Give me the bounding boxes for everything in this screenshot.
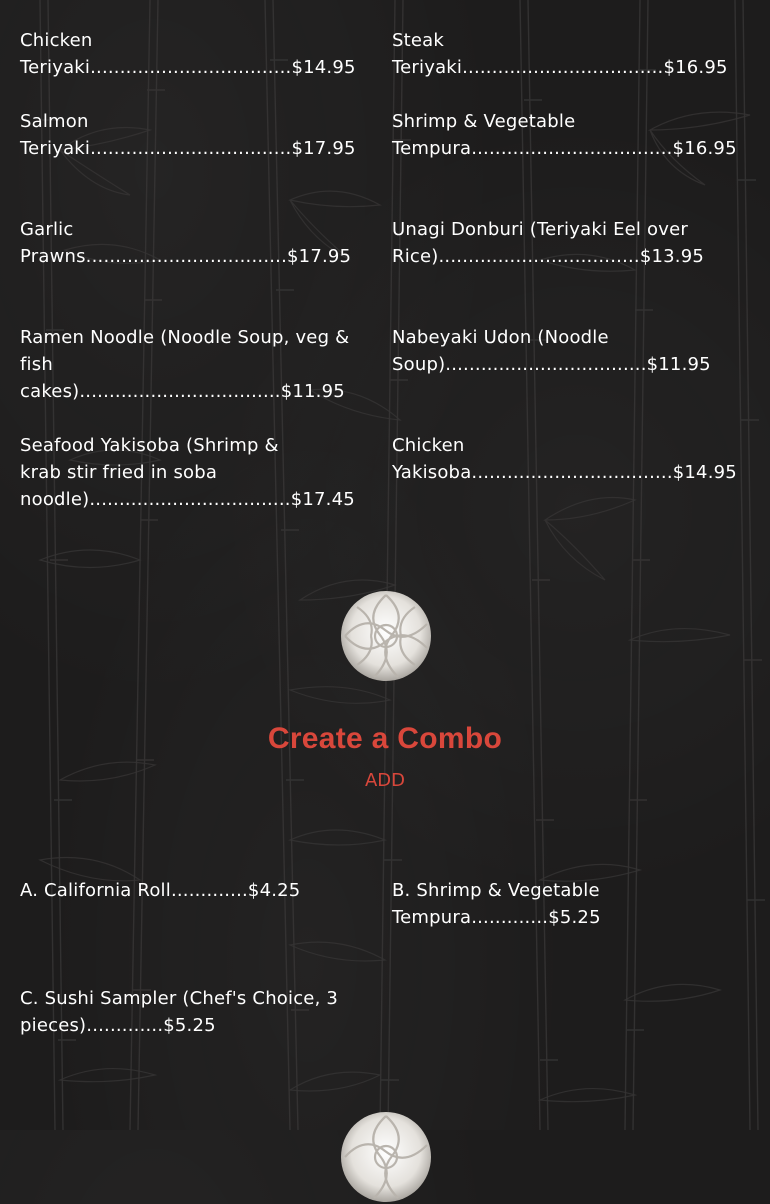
menu-item-steak-teriyaki: Steak Teriyaki..................................$16.95 (392, 30, 728, 78)
combo-item-sushi-sampler: C. Sushi Sampler (Chef's Choice, 3 pieces).............$5.25 (20, 988, 339, 1036)
add-combo-link[interactable]: ADD (364, 770, 406, 791)
menu-item-nabeyaki-udon: Nabeyaki Udon (Noodle Soup)..................................$11.95 (392, 327, 711, 375)
menu-item-salmon-teriyaki: Salmon Teriyaki..................................$17.95 (20, 111, 356, 159)
section-title-create-a-combo: Create a Combo (267, 722, 503, 755)
menu-item-seafood-yakisoba: Seafood Yakisoba (Shrimp & krab stir fried in soba noodle)..................................$17.45 (20, 435, 355, 510)
menu-item-shrimp-vegetable-tempura: Shrimp & Vegetable Tempura..................................$16.95 (392, 111, 737, 159)
paper-lantern-ornament-icon (339, 1110, 433, 1204)
menu-item-ramen-noodle: Ramen Noodle (Noodle Soup, veg & fish cakes)..................................$11.95 (20, 327, 350, 402)
menu-item-garlic-prawns: Garlic Prawns..................................$17.95 (20, 219, 352, 267)
menu-item-unagi-donburi: Unagi Donburi (Teriyaki Eel over Rice)..................................$13.95 (392, 219, 705, 267)
combo-item-california-roll: A. California Roll.............$4.25 (20, 880, 301, 901)
menu-item-chicken-teriyaki: Chicken Teriyaki..................................$14.95 (20, 30, 356, 78)
menu-item-chicken-yakisoba: Chicken Yakisoba..................................$14.95 (392, 435, 737, 483)
paper-lantern-ornament-icon (339, 589, 433, 683)
combo-item-shrimp-vegetable-tempura: B. Shrimp & Vegetable Tempura.............$5.25 (392, 880, 601, 928)
